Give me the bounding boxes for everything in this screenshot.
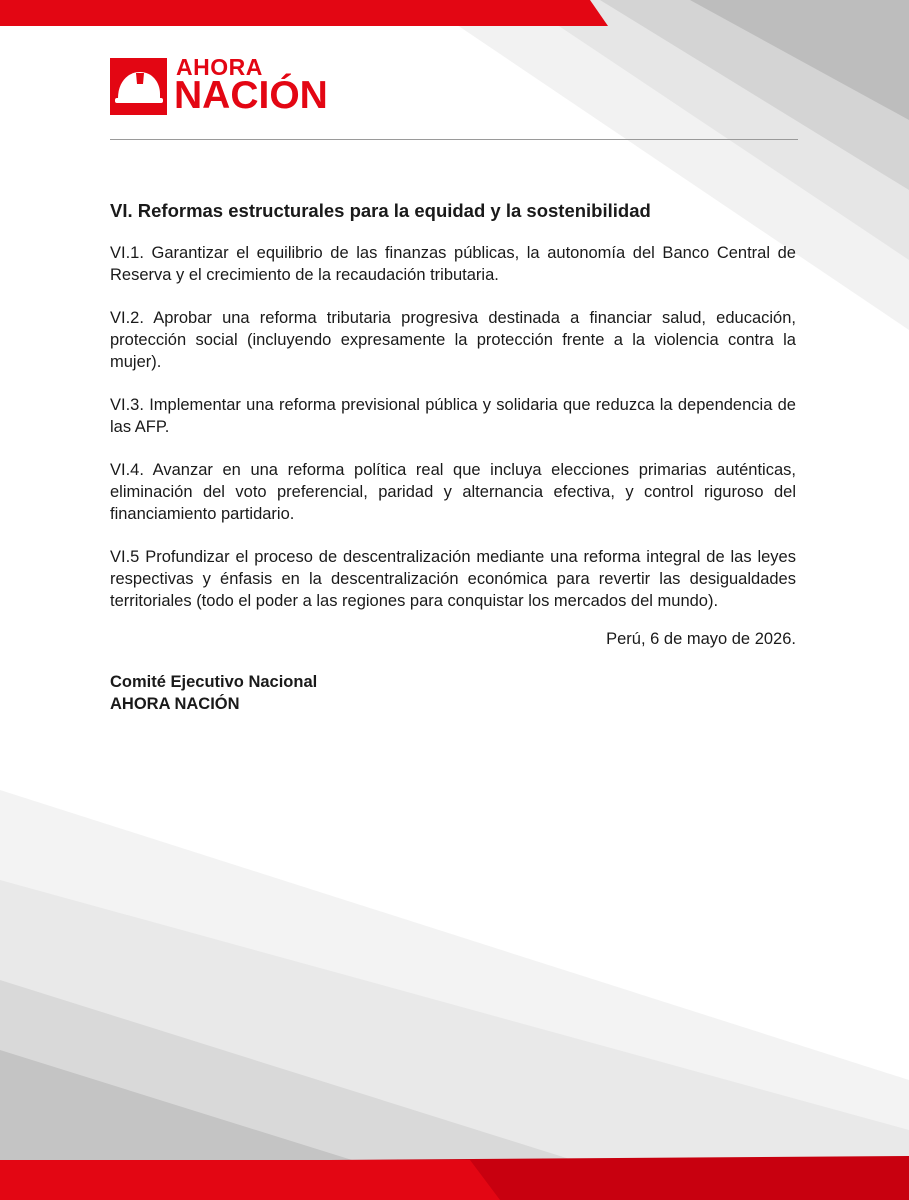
signature-committee: Comité Ejecutivo Nacional — [110, 673, 318, 691]
list-item: VI.5 Profundizar el proceso de descentralización mediante una reforma integral de las leyes respectivas y énfasis en la descentralización económica para revertir las desigualdades territoriales (todo el poder a las regiones para conquistar los mercados del mundo). — [110, 548, 796, 610]
logo-mark — [110, 58, 167, 115]
header-divider — [110, 139, 798, 140]
logo-text-bottom: NACIÓN — [174, 74, 328, 117]
list-item: VI.4. Avanzar en una reforma política real que incluya elecciones primarias auténticas, eliminación del voto preferencial, paridad y alternancia efectiva, y control riguroso del financiamiento partidario. — [110, 461, 796, 523]
signature-block — [110, 671, 317, 715]
date-line: Perú, 6 de mayo de 2026. — [606, 630, 796, 648]
section-title: VI. Reformas estructurales para la equidad y la sostenibilidad — [110, 200, 651, 221]
signature-party: AHORA NACIÓN — [110, 695, 240, 713]
document-body — [110, 198, 796, 633]
list-item: VI.3. Implementar una reforma previsional pública y solidaria que reduzca la dependencia de las AFP. — [110, 396, 796, 436]
helmet-icon — [110, 58, 167, 115]
list-item: VI.2. Aprobar una reforma tributaria progresiva destinada a financiar salud, educación, protección social (incluyendo expresamente la protección frente a la violencia contra la mujer). — [110, 309, 796, 371]
logo-text-top: AHORA — [176, 54, 263, 80]
list-item: VI.1. Garantizar el equilibrio de las finanzas públicas, la autonomía del Banco Central de Reserva y el crecimiento de la recaudación tributaria. — [110, 244, 796, 284]
